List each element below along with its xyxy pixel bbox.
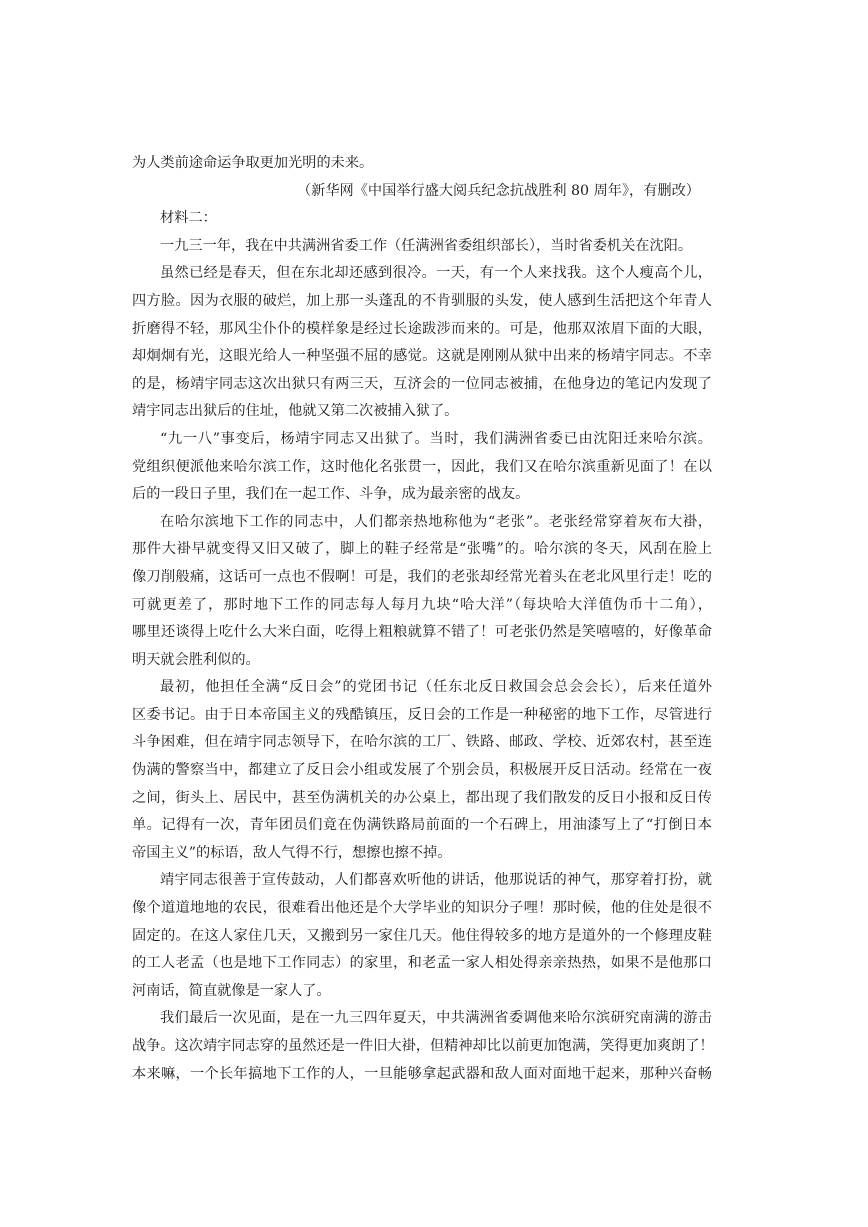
text-line: 区委书记。由于日本帝国主义的残酷镇压，反日会的工作是一种秘密的地下工作，尽管进行 [132, 706, 712, 723]
text-line: 之间，街头上、居民中，甚至伪满机关的办公桌上，都出现了我们散发的反日小报和反日传 [132, 789, 712, 806]
text-line: 我们最后一次见面，是在一九三四年夏天，中共满洲省委调他来哈尔滨研究南满的游击 [160, 1010, 712, 1027]
paragraph [132, 233, 712, 261]
text-line: 靖宇同志出狱后的住址，他就又第二次被捕入狱了。 [132, 403, 459, 420]
text-line: 四方脸。因为衣服的破烂，加上那一头蓬乱的不肯驯服的头发，使人感到生活把这个年青人 [132, 292, 712, 309]
text-line: 河南话，简直就像是一家人了。 [132, 982, 331, 999]
paragraph [132, 509, 712, 675]
text-line: 那件大褂早就变得又旧又破了，脚上的鞋子经常是“张嘴”的。哈尔滨的冬天，风刮在脸上 [132, 541, 712, 558]
text-line: 在哈尔滨地下工作的同志中，人们都亲热地称他为“老张”。老张经常穿着灰布大褂， [160, 513, 712, 530]
paragraph [132, 1005, 712, 1088]
text-line: 明天就会胜利似的。 [132, 651, 260, 668]
text-line: 的工人老孟（也是地下工作同志）的家里，和老孟一家人相处得亲亲热热，如果不是他那口 [132, 955, 712, 972]
text-line: 一九三一年，我在中共满洲省委工作（任满洲省委组织部长），当时省委机关在沈阳。 [160, 237, 693, 254]
text-line: 固定的。在这人家住几天，又搬到另一家住几天。他住得较多的地方是道外的一个修理皮鞋 [132, 927, 712, 944]
text-line: 却炯炯有光，这眼光给人一种坚强不屈的感觉。这就是刚刚从狱中出来的杨靖宇同志。不幸 [132, 348, 712, 365]
text-line: 伪满的警察当中，都建立了反日会小组或发展了个别会员，积极展开反日活动。经常在一夜 [132, 762, 712, 779]
text-line: 折磨得不轻，那风尘仆仆的模样象是经过长途跋涉而来的。可是，他那双浓眉下面的大眼， [132, 320, 712, 337]
text-line: 虽然已经是春天，但在东北却还感到很冷。一天，有一个人来找我。这个人瘦高个儿， [160, 265, 712, 282]
text-line: 后的一段日子里，我们在一起工作、斗争，成为最亲密的战友。 [132, 486, 530, 503]
source-citation: （新华网《中国举行盛大阅兵纪念抗战胜利 80 周年》，有删改） [296, 182, 700, 199]
text-line: 的是，杨靖宇同志这次出狱只有两三天，互济会的一位同志被捕，在他身边的笔记内发现了 [132, 375, 712, 392]
text-line: 战争。这次靖宇同志穿的虽然还是一件旧大褂，但精神却比以前更加饱满，笑得更加爽朗了！ [132, 1038, 714, 1054]
text-line: 靖宇同志很善于宣传鼓动，人们都喜欢听他的讲话，他那说话的神气，那穿着打扮，就 [160, 872, 712, 889]
text-line: 为人类前途命运争取更加光明的未来。 [132, 155, 374, 171]
paragraph [132, 674, 712, 867]
text-line: 像刀削般痛，这话可一点也不假啊！可是，我们的老张却经常光着头在老北风里行走！吃的 [132, 568, 712, 585]
paragraph [132, 426, 712, 509]
text-line: 斗争困难，但在靖宇同志领导下，在哈尔滨的工厂、铁路、邮政、学校、近郊农村，甚至连 [132, 734, 712, 751]
paragraph [132, 867, 712, 1005]
text-line: 哪里还谈得上吃什么大米白面，吃得上粗粮就算不错了！可老张仍然是笑嘻嘻的，好像革命 [132, 624, 712, 641]
document-page [132, 150, 712, 1088]
text-line: “九一八”事变后，杨靖宇同志又出狱了。当时，我们满洲省委已由沈阳迁来哈尔滨。 [160, 430, 712, 447]
text-line: 党组织便派他来哈尔滨工作，这时他化名张贯一，因此，我们又在哈尔滨重新见面了！在以 [132, 458, 712, 475]
text-line: 帝国主义”的标语，敌人气得不行，想擦也擦不掉。 [132, 844, 452, 861]
text-line: 像个道道地地的农民，很难看出他还是个大学毕业的知识分子哩！那时候，他的住处是很不 [132, 900, 712, 917]
paragraph [132, 260, 712, 426]
text-line: 本来嘛，一个长年搞地下工作的人，一旦能够拿起武器和敌人面对面地干起来，那种兴奋畅 [132, 1065, 712, 1082]
section-label: 材料二： [160, 210, 217, 227]
text-line: 最初，他担任全满“反日会”的党团书记（任东北反日救国会总会会长），后来任道外 [160, 679, 712, 696]
text-line: 单。记得有一次，青年团员们竟在伪满铁路局前面的一个石碑上，用油漆写上了“打倒日本 [132, 817, 712, 834]
text-line: 可就更差了，那时地下工作的同志每人每月九块“哈大洋”（每块哈大洋值伪币十二角）， [132, 596, 712, 613]
